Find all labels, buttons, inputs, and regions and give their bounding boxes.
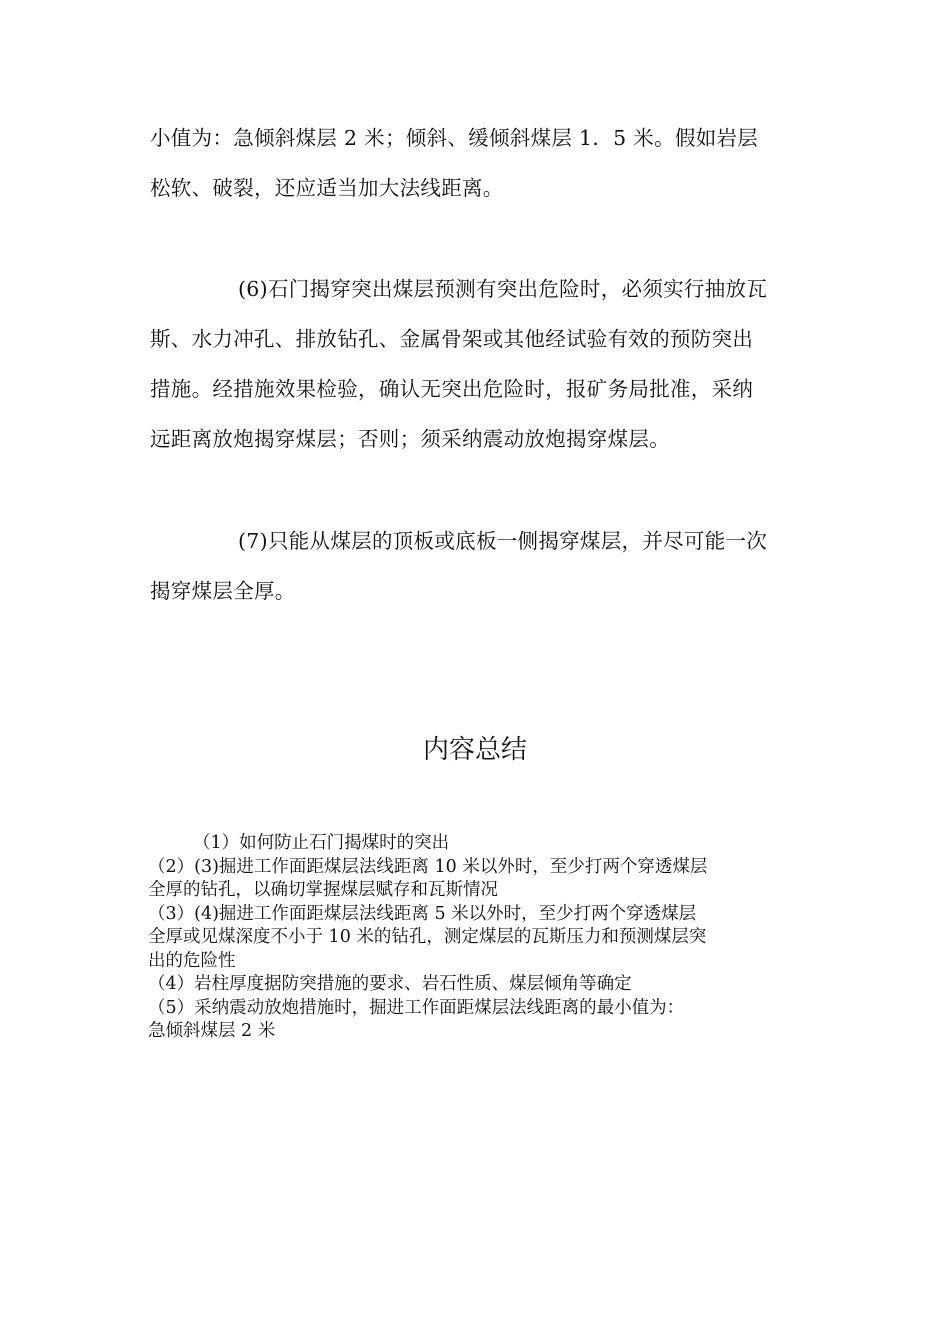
- paragraph-line: 措施。经措施效果检验，确认无突出危险时，报矿务局批准，采纳: [150, 377, 754, 401]
- summary-line: 全厚的钻孔，以确切掌握煤层赋存和瓦斯情况: [148, 880, 498, 900]
- summary-title: 内容总结: [422, 735, 527, 765]
- summary-line: （1）如何防止石门揭煤时的突出: [193, 833, 450, 853]
- summary-line: （2）(3)掘进工作面距煤层法线距离 10 米以外时，至少打两个穿透煤层: [148, 856, 708, 877]
- paragraph-line: 斯、水力冲孔、排放钻孔、金属骨架或其他经试验有效的预防突出: [150, 327, 754, 351]
- summary-line: （3）(4)掘进工作面距煤层法线距离 5 米以外时，至少打两个穿透煤层: [148, 903, 697, 924]
- paragraph-item-7: [150, 516, 802, 616]
- paragraph-line: (6)石门揭穿突出煤层预测有突出危险时，必须实行抽放瓦: [238, 277, 768, 301]
- summary-line: 急倾斜煤层 2 米: [148, 1021, 276, 1041]
- paragraph-item-6: [150, 264, 802, 464]
- summary-line: （5）采纳震动放炮措施时，掘进工作面距煤层法线距离的最小值为：: [148, 997, 685, 1018]
- paragraph-line: 远距离放炮揭穿煤层；否则；须采纳震动放炮揭穿煤层。: [150, 427, 670, 451]
- paragraph-line: (7)只能从煤层的顶板或底板一侧揭穿煤层，并尽可能一次: [238, 529, 768, 553]
- summary-block: [148, 832, 808, 1044]
- summary-line: （4）岩柱厚度据防突措施的要求、岩石性质、煤层倾角等确定: [148, 974, 632, 994]
- paragraph-continuation: [150, 113, 802, 213]
- summary-line: 全厚或见煤深度不小于 10 米的钻孔，测定煤层的瓦斯压力和预测煤层突: [148, 927, 707, 947]
- paragraph-line: 小值为：急倾斜煤层 2 米；倾斜、缓倾斜煤层 1．5 米。假如岩层: [150, 126, 759, 150]
- paragraph-line: 揭穿煤层全厚。: [150, 579, 296, 603]
- summary-line: 出的危险性: [148, 950, 236, 971]
- paragraph-line: 松软、破裂，还应适当加大法线距离。: [150, 176, 504, 200]
